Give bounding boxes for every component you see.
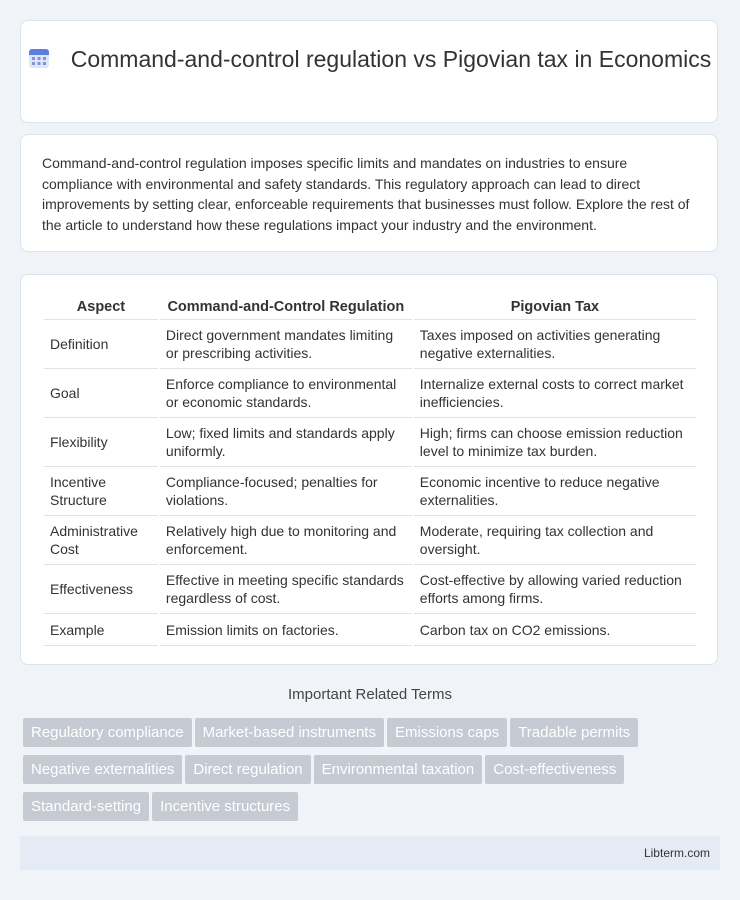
intro-card: [20, 134, 718, 252]
command-control-cell: Compliance-focused; penalties for violations.: [160, 466, 412, 515]
related-term-tag[interactable]: Incentive structures: [152, 792, 298, 821]
pigovian-tax-cell: Moderate, requiring tax collection and oversight.: [414, 515, 696, 564]
intro-paragraph: Command-and-control regulation imposes specific limits and mandates on industries to ensure compliance with environmental and safety standards. This regulatory approach can lead to direct improvements by setting clear, enforceable requirements that businesses must follow. Explore the rest of the article to understand how these regulations impact your industry and the environment.: [42, 155, 690, 233]
command-control-cell: Direct government mandates limiting or prescribing activities.: [160, 319, 412, 368]
table-row: [44, 466, 696, 515]
related-term-tag[interactable]: Emissions caps: [387, 718, 507, 747]
aspect-cell: Effectiveness: [44, 564, 158, 613]
pigovian-tax-cell: Cost-effective by allowing varied reduction efforts among firms.: [414, 564, 696, 613]
aspect-cell: Flexibility: [44, 417, 158, 466]
header-pigovian-tax: Pigovian Tax: [510, 299, 600, 315]
table-row: [44, 319, 696, 368]
header-command-control: Command-and-Control Regulation: [167, 299, 405, 315]
page-title: [21, 45, 717, 74]
command-control-cell: Enforce compliance to environmental or economic standards.: [160, 368, 412, 417]
pigovian-tax-cell: Taxes imposed on activities generating negative externalities.: [414, 319, 696, 368]
related-term-tag[interactable]: Environmental taxation: [314, 755, 483, 784]
pigovian-tax-cell: High; firms can choose emission reduction level to minimize tax burden.: [414, 417, 696, 466]
title-card: [20, 20, 718, 123]
table-row: [44, 417, 696, 466]
header-aspect: Aspect: [76, 299, 126, 315]
command-control-cell: Low; fixed limits and standards apply uniformly.: [160, 417, 412, 466]
comparison-table: [42, 295, 698, 646]
table-row: [44, 564, 696, 613]
table-row: [44, 613, 696, 646]
pigovian-tax-cell: Internalize external costs to correct market inefficiencies.: [414, 368, 696, 417]
footer: [20, 836, 720, 870]
aspect-cell: Administrative Cost: [44, 515, 158, 564]
aspect-cell: Incentive Structure: [44, 466, 158, 515]
table-row: [44, 515, 696, 564]
related-term-tag[interactable]: Market-based instruments: [195, 718, 384, 747]
title-text: Command-and-control regulation vs Pigovian tax in Economics: [70, 46, 712, 72]
table-header-row: [44, 295, 696, 319]
footer-site-link[interactable]: Libterm.com: [643, 846, 710, 860]
calendar-icon: [27, 46, 51, 70]
related-term-tag[interactable]: Negative externalities: [23, 755, 182, 784]
pigovian-tax-cell: Economic incentive to reduce negative externalities.: [414, 466, 696, 515]
table-row: [44, 368, 696, 417]
related-term-tag[interactable]: Cost-effectiveness: [485, 755, 624, 784]
related-terms-heading: Important Related Terms: [288, 686, 452, 703]
command-control-cell: Emission limits on factories.: [160, 613, 412, 646]
command-control-cell: Effective in meeting specific standards regardless of cost.: [160, 564, 412, 613]
comparison-card: [20, 274, 718, 665]
related-term-tag[interactable]: Tradable permits: [510, 718, 638, 747]
related-term-tag[interactable]: Standard-setting: [23, 792, 149, 821]
aspect-cell: Example: [44, 613, 158, 646]
command-control-cell: Relatively high due to monitoring and enforcement.: [160, 515, 412, 564]
related-term-tag[interactable]: Regulatory compliance: [23, 718, 192, 747]
related-term-tag[interactable]: Direct regulation: [185, 755, 310, 784]
aspect-cell: Goal: [44, 368, 158, 417]
pigovian-tax-cell: Carbon tax on CO2 emissions.: [414, 613, 696, 646]
related-terms-list: [23, 718, 723, 829]
aspect-cell: Definition: [44, 319, 158, 368]
